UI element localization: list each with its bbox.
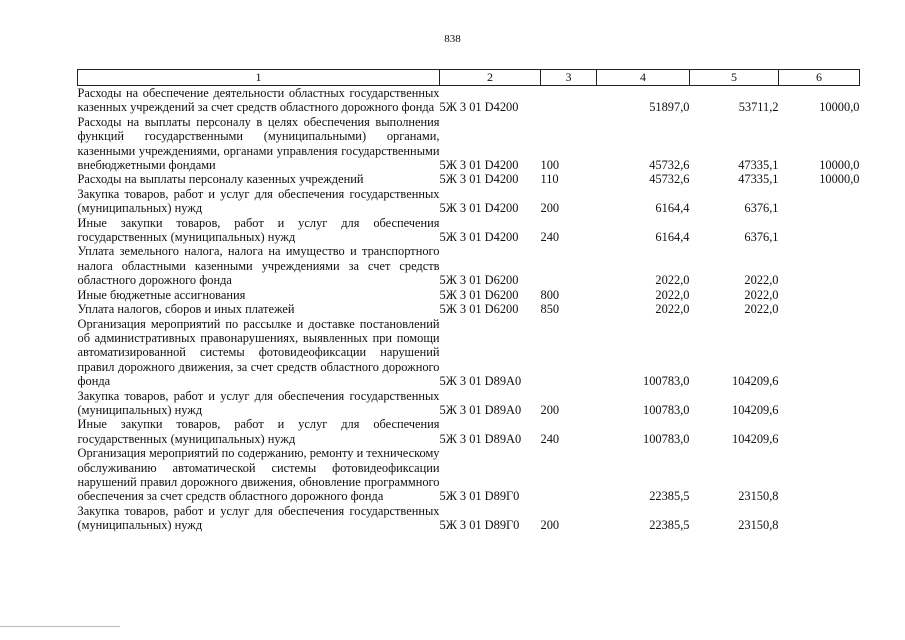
row-name: Закупка товаров, работ и услуг для обеспечения государственных (муниципальных) нужд bbox=[77, 503, 440, 533]
row-code: 5Ж 3 01 D4200 bbox=[439, 100, 519, 115]
row-amount-3 bbox=[779, 317, 860, 389]
table-row bbox=[78, 216, 860, 245]
row-amount-2: 2022,0 bbox=[744, 302, 779, 317]
row-expense-type: 800 bbox=[540, 287, 560, 302]
table-row bbox=[78, 115, 860, 173]
row-amount-2: 47335,1 bbox=[738, 158, 779, 173]
row-amount-2: 23150,8 bbox=[738, 518, 779, 533]
header-col-2: 2 bbox=[440, 70, 541, 86]
row-amount-3: 10000,0 bbox=[819, 100, 860, 115]
row-amount-1: 2022,0 bbox=[655, 302, 690, 317]
header-col-4: 4 bbox=[597, 70, 690, 86]
budget-table bbox=[77, 69, 860, 533]
row-amount-2: 23150,8 bbox=[738, 489, 779, 504]
row-amount-1: 100783,0 bbox=[643, 402, 690, 417]
row-name: Расходы на выплаты персоналу казенных учреждений bbox=[77, 172, 364, 187]
row-expense-type bbox=[541, 86, 597, 115]
table-row bbox=[78, 446, 860, 504]
row-amount-2: 104209,6 bbox=[732, 374, 779, 389]
row-code: 5Ж 3 01 D6200 bbox=[439, 302, 519, 317]
table-row bbox=[78, 288, 860, 302]
header-col-1: 1 bbox=[78, 70, 440, 86]
row-amount-1: 51897,0 bbox=[649, 100, 690, 115]
row-code: 5Ж 3 01 D89Г0 bbox=[439, 489, 520, 504]
row-name: Закупка товаров, работ и услуг для обеспечения государственных (муниципальных) нужд bbox=[77, 186, 440, 216]
row-amount-2: 104209,6 bbox=[732, 431, 779, 446]
table-row bbox=[78, 504, 860, 533]
row-amount-1: 22385,5 bbox=[649, 489, 690, 504]
row-expense-type: 100 bbox=[540, 158, 560, 173]
table-row bbox=[78, 302, 860, 316]
row-code: 5Ж 3 01 D6200 bbox=[439, 287, 519, 302]
table-row bbox=[78, 389, 860, 418]
row-amount-1: 100783,0 bbox=[643, 374, 690, 389]
row-amount-3: 10000,0 bbox=[819, 172, 860, 187]
row-expense-type: 110 bbox=[540, 172, 559, 187]
row-name: Уплата налогов, сборов и иных платежей bbox=[77, 302, 295, 317]
row-amount-2: 47335,1 bbox=[738, 172, 779, 187]
row-name: Расходы на выплаты персоналу в целях обеспечения выполнения функций государственными (муниципальными) органами, казенными учреждениями, органами управления государственными внебюджетными фондами bbox=[77, 114, 440, 173]
row-amount-1: 2022,0 bbox=[655, 273, 690, 288]
row-expense-type bbox=[541, 244, 597, 287]
row-amount-1: 2022,0 bbox=[655, 287, 690, 302]
row-name: Организация мероприятий по содержанию, ремонту и техническому обслуживанию автоматической системы фотовидеофиксации нарушений правил дорожного движения, обновление программного обеспечения за счет средств областного дорожного фонда bbox=[77, 446, 440, 504]
row-amount-3 bbox=[779, 288, 860, 302]
row-amount-2: 104209,6 bbox=[732, 402, 779, 417]
table-row bbox=[78, 417, 860, 446]
row-expense-type: 200 bbox=[540, 518, 560, 533]
row-name: Иные закупки товаров, работ и услуг для обеспечения государственных (муниципальных) нужд bbox=[77, 215, 440, 245]
row-amount-2: 53711,2 bbox=[738, 100, 779, 115]
row-code: 5Ж 3 01 D89A0 bbox=[439, 374, 522, 389]
row-name: Уплата земельного налога, налога на имущество и транспортного налога областными казенными учреждениями за счет средств областного дорожного фонда bbox=[77, 244, 440, 288]
scan-edge-mark bbox=[0, 626, 120, 627]
header-col-6: 6 bbox=[779, 70, 860, 86]
row-amount-2: 2022,0 bbox=[744, 273, 779, 288]
row-code: 5Ж 3 01 D4200 bbox=[439, 158, 519, 173]
row-expense-type: 200 bbox=[540, 402, 560, 417]
header-col-3: 3 bbox=[541, 70, 597, 86]
row-amount-1: 45732,6 bbox=[649, 172, 690, 187]
row-expense-type: 200 bbox=[540, 201, 560, 216]
row-amount-3 bbox=[779, 446, 860, 504]
table-row bbox=[78, 172, 860, 186]
row-name: Иные бюджетные ассигнования bbox=[77, 287, 246, 302]
row-code: 5Ж 3 01 D4200 bbox=[439, 172, 519, 187]
row-amount-3 bbox=[779, 216, 860, 245]
row-expense-type: 240 bbox=[540, 230, 560, 245]
table-row bbox=[78, 317, 860, 389]
row-amount-2: 6376,1 bbox=[744, 201, 779, 216]
row-code: 5Ж 3 01 D89A0 bbox=[439, 402, 522, 417]
row-expense-type: 850 bbox=[540, 302, 560, 317]
row-name: Расходы на обеспечение деятельности областных государственных казенных учреждений за счет средств областного дорожного фонда bbox=[77, 86, 440, 115]
row-amount-2: 6376,1 bbox=[744, 230, 779, 245]
row-amount-1: 22385,5 bbox=[649, 518, 690, 533]
row-amount-2: 2022,0 bbox=[744, 287, 779, 302]
row-expense-type: 240 bbox=[540, 431, 560, 446]
row-amount-1: 6164,4 bbox=[655, 230, 690, 245]
row-code: 5Ж 3 01 D89A0 bbox=[439, 431, 522, 446]
row-expense-type bbox=[541, 446, 597, 504]
row-amount-3 bbox=[779, 389, 860, 418]
table-row bbox=[78, 86, 860, 115]
row-code: 5Ж 3 01 D4200 bbox=[439, 201, 519, 216]
row-amount-3 bbox=[779, 302, 860, 316]
header-row bbox=[78, 70, 860, 86]
row-code: 5Ж 3 01 D4200 bbox=[439, 230, 519, 245]
header-col-5: 5 bbox=[690, 70, 779, 86]
row-name: Закупка товаров, работ и услуг для обеспечения государственных (муниципальных) нужд bbox=[77, 388, 440, 417]
row-amount-3 bbox=[779, 417, 860, 446]
row-amount-3: 10000,0 bbox=[819, 158, 860, 173]
row-name: Иные закупки товаров, работ и услуг для обеспечения государственных (муниципальных) нужд bbox=[77, 417, 440, 446]
row-name: Организация мероприятий по рассылке и доставке постановлений об административных правонарушениях, выявленных при помощи автоматизированной системы фотовидеофиксации нарушений правил дорожного движения, за счет средств областного дорожного фонда bbox=[77, 316, 440, 389]
row-expense-type bbox=[541, 317, 597, 389]
row-amount-1: 45732,6 bbox=[649, 158, 690, 173]
row-amount-3 bbox=[779, 244, 860, 287]
page-number: 838 bbox=[444, 33, 461, 45]
row-amount-3 bbox=[779, 504, 860, 533]
table-row bbox=[78, 244, 860, 287]
row-code: 5Ж 3 01 D6200 bbox=[439, 273, 519, 288]
table-row bbox=[78, 187, 860, 216]
row-amount-1: 6164,4 bbox=[655, 201, 690, 216]
row-amount-3 bbox=[779, 187, 860, 216]
row-code: 5Ж 3 01 D89Г0 bbox=[439, 518, 520, 533]
row-amount-1: 100783,0 bbox=[643, 431, 690, 446]
